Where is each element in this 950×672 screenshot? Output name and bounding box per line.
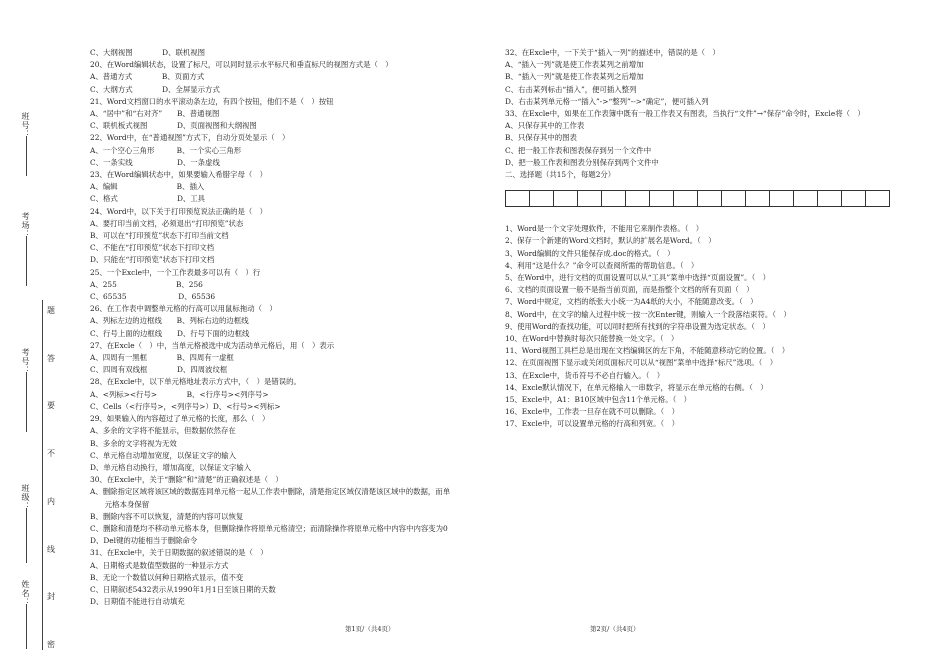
question-line: 20、在Word编辑状态，设置了标尺，可以同时显示水平标尺和垂直标尺的视图方式是（ ） <box>90 60 393 70</box>
question-line: C、大纲视图 D、联机视图 <box>90 48 206 57</box>
question-line: C、格式 D、工具 <box>90 194 206 204</box>
seal-line <box>42 300 43 650</box>
question-line: C、Cells（<行序号>，<列序号>）D、<行号><列标> <box>90 401 281 411</box>
seal-char: 要 <box>47 401 55 411</box>
binding-margin <box>0 0 80 672</box>
question-line: B、只保存其中的图表 <box>505 133 577 143</box>
question-line: A、日期格式是数值型数据的一种显示方式 <box>90 560 229 570</box>
question-line: A、编辑 B、插入 <box>90 182 205 192</box>
statement-line: 14、Excle默认情况下，在单元格输入一串数字，将显示在单元格的右侧。（ ） <box>505 382 768 392</box>
seal-char: 题 <box>47 306 55 315</box>
question-line: C、联机板式视图 D、页面视图和大纲视图 <box>90 121 257 131</box>
question-line: C、一条实线 D、一条虚线 <box>90 157 220 167</box>
statement-line: 17、Excle中，可以设置单元格的行高和列宽。（ ） <box>505 419 679 429</box>
statement-line: 8、Word中，在文字的输入过程中统一按一次Enter键，则输入一个段落结束符。（ ） <box>505 309 791 319</box>
seal-char: 答 <box>47 353 55 363</box>
answer-cell <box>602 191 626 207</box>
question-line: A、列标左边的边框线 B、列标右边的边框线 <box>90 316 249 326</box>
question-line: 30、在Excle中，关于“删除”和“清楚”的正确叙述是（ ） <box>90 475 283 485</box>
question-line: D、Del键的功能相当于删除命令 <box>90 536 198 546</box>
question-line: 33、在Excle中，如果在工作表簿中既有一般工作表又有图表，当执行“文件”→“保存”命令时，Excle将（ ） <box>505 109 865 119</box>
statement-line: 15、Excle中，A1：B10区域中包含11个单元格。（ ） <box>505 395 692 405</box>
question-line: A、255 B、256 <box>90 279 203 289</box>
question-line: 32、在Excle中，一下关于“插入一列”的描述中，错误的是（ ） <box>505 48 720 57</box>
question-line: A、普通方式 B、页面方式 <box>90 72 205 82</box>
answer-cell <box>698 191 722 207</box>
page1-footer: 第1页/（共4页） <box>345 625 395 633</box>
question-line: 21、Word文档窗口的水平滚动条左边，有四个按钮，他们不是（ ）按钮 <box>90 96 334 106</box>
statement-line: 1、Word是一个文字处理软件，不能用它来制作表格。（ ） <box>505 224 704 234</box>
class-no-label: 班号： <box>21 112 30 139</box>
question-line: D、右击某列单元格一“插入”->“整列”-->“确定”，便可插入列 <box>505 96 709 106</box>
answer-cell <box>674 191 698 207</box>
question-line: A、只保存其中的工作表 <box>505 121 585 131</box>
statement-line: 5、在Word中，进行文档的页面设置可以从“工具”菜单中选择“页面设置”。（ ） <box>505 273 771 283</box>
answer-cell <box>818 191 842 207</box>
question-line: C、四周有双线框 D、四周波纹框 <box>90 365 228 375</box>
question-line: C、右击某列标击“插入”，便可插入整列 <box>505 84 637 94</box>
question-line: A、要打印当前文档，必须退出“打印预览”状态 <box>90 218 244 228</box>
question-line: A、一个空心三角形 B、一个实心三角形 <box>90 145 242 155</box>
question-line: 二、选择题（共15个，每题2分） <box>505 170 616 180</box>
question-line: 29、如果输入的内容超过了单元格的长度，那么（ ） <box>90 414 270 424</box>
answer-grid <box>505 190 890 207</box>
question-line: C、单元格自动增加宽度，以保证文字的输入 <box>90 450 237 460</box>
question-line: C、行号上面的边框线 D、行号下面的边框线 <box>90 328 250 338</box>
question-line: 25、一个Excle中，一个工作表最多可以有（ ）行 <box>90 267 261 277</box>
page1-questions <box>90 47 490 608</box>
question-line: D、日期值不能进行自动填充 <box>90 597 185 607</box>
class-label: 班级： <box>21 484 30 511</box>
page2-footer: 第2页/（共4页） <box>590 625 640 633</box>
page2-questions <box>505 47 925 431</box>
name-line <box>26 604 27 649</box>
question-line: A、四周有一黑框 B、四周有一虚框 <box>90 353 234 363</box>
class-line <box>26 508 27 563</box>
question-line: C、把一般工作表和图表保存到另一个文件中 <box>505 145 652 155</box>
question-line: B、删除内容不可以恢复，清楚的内容可以恢复 <box>90 511 244 521</box>
answer-cell <box>530 191 554 207</box>
statement-line: 7、Word中规定，文档的纸张大小统一为A4纸的大小，不能随意改变。（ ） <box>505 297 758 307</box>
question-line: 31、在Excle中，关于日期数据的叙述错误的是（ ） <box>90 548 268 558</box>
question-line: 26、在工作表中调整单元格的行高可以用鼠标拖动（ ） <box>90 304 277 314</box>
question-line: 元格本身保留 <box>90 499 150 509</box>
true-false-section <box>505 223 925 430</box>
question-line: 24、Word中，以下关于打印预览说法正确的是（ ） <box>90 206 268 216</box>
answer-cell <box>554 191 578 207</box>
exam-room-label: 考场： <box>21 212 30 239</box>
name-label: 姓名： <box>21 580 30 607</box>
statement-line: 4、利用“这是什么？”命令可以查阅所需的帮助信息。（ ） <box>505 260 699 270</box>
question-line: B、“插入一列”就是使工作表某列之后增加 <box>505 72 644 82</box>
exam-no-label: 考号： <box>21 348 30 375</box>
question-line: 23、在Word编辑状态中，如果要输入希腊字母（ ） <box>90 170 268 180</box>
question-line: C、删除和清楚均不移动单元格本身，但删除操作将原单元格清空；而清除操作将原单元格中内容中内容变为0 <box>90 523 448 533</box>
multiple-choice-section <box>505 47 925 181</box>
question-line: A、多余的文字将不能显示，但数据依然存在 <box>90 426 236 436</box>
question-line: C、65535 D、65536 <box>90 292 216 302</box>
exam-room-line <box>26 236 27 286</box>
statement-line: 2、保存一个新建的Word文档时，默认的扩展名是Word。（ ） <box>505 236 716 246</box>
question-line: D、把一般工作表和图表分别保存到两个文件中 <box>505 157 659 167</box>
statement-line: 9、使用Word的查找功能，可以同时把所有找到的字符串设置为选定状态。（ ） <box>505 321 770 331</box>
seal-char: 不 <box>47 449 55 459</box>
answer-cell <box>722 191 746 207</box>
statement-line: 12、在页面视图下显示或关闭页面标尺可以从“视图”菜单中选择“标尺”选项。（ ） <box>505 358 778 368</box>
answer-cell <box>770 191 794 207</box>
class-no-line <box>26 136 27 176</box>
question-line: 28、在Excle中，以下单元格地址表示方式中，（ ）是错误的。 <box>90 377 301 387</box>
question-line: A、“居中”和“右对齐” B、普通视图 <box>90 109 220 119</box>
statement-line: 6、文档的页面设置一般不是指当前页面，而是指整个文档的所有页面（ ） <box>505 285 754 295</box>
answer-cell <box>506 191 530 207</box>
question-line: C、不能在“打印预览”状态下打印文档 <box>90 243 215 253</box>
seal-char: 封 <box>47 592 55 602</box>
seal-char: 密 <box>47 639 55 649</box>
question-line: A、删除指定区域将该区域的数据连同单元格一起从工作表中删除，清楚指定区域仅清楚该区域中的数据，而单 <box>90 487 451 497</box>
question-line: B、可以在“打印预览”状态下打印当前文档 <box>90 231 229 241</box>
answer-cell <box>842 191 866 207</box>
question-line: 27、在Excle（ ）中，当单元格被选中成为活动单元格后，用（ ）表示 <box>90 340 335 350</box>
statement-line: 3、Word编辑的文件只能保存成.doc的格式。（ ） <box>505 248 675 258</box>
exam-no-line <box>26 372 27 432</box>
statement-line: 11、Word视图工具栏总是出现在文档编辑区的左下角，不能随意移动它的位置。（ ） <box>505 346 790 356</box>
question-line: B、多余的文字将视为无效 <box>90 438 177 448</box>
answer-cell <box>794 191 818 207</box>
question-line: C、大纲方式 D、全屏显示方式 <box>90 84 220 94</box>
answer-cell <box>866 191 890 207</box>
answer-cell <box>578 191 602 207</box>
statement-line: 16、Excle中，工作表一旦存在就不可以删除。（ ） <box>505 407 679 417</box>
answer-cell <box>626 191 650 207</box>
statement-line: 13、在Excle中，货币符号不必自行输入。（ ） <box>505 370 665 380</box>
question-line: A、<列标><行号> B、<行序号><列序号> <box>90 389 269 399</box>
seal-char: 线 <box>47 544 55 554</box>
question-line: 22、Word中，在“普通视图”方式下，自动分页处显示（ ） <box>90 133 290 143</box>
answer-cell <box>746 191 770 207</box>
question-line: D、只能在“打印预览”状态下打印文档 <box>90 255 215 265</box>
question-line: D、单元格自动换行，增加高度，以保证文字输入 <box>90 462 252 472</box>
question-line: A、“插入一列”就是使工作表某列之前增加 <box>505 60 644 70</box>
statement-line: 10、在Word中替换时每次只能替换一处文字。（ ） <box>505 334 679 344</box>
answer-cell <box>650 191 674 207</box>
question-line: C、日期叙述5432表示从1990年1月1日至该日期的天数 <box>90 584 276 594</box>
question-line: B、无论一个数值以何种日期格式显示，值不变 <box>90 572 244 582</box>
seal-text <box>44 305 58 650</box>
seal-char: 内 <box>47 496 55 506</box>
